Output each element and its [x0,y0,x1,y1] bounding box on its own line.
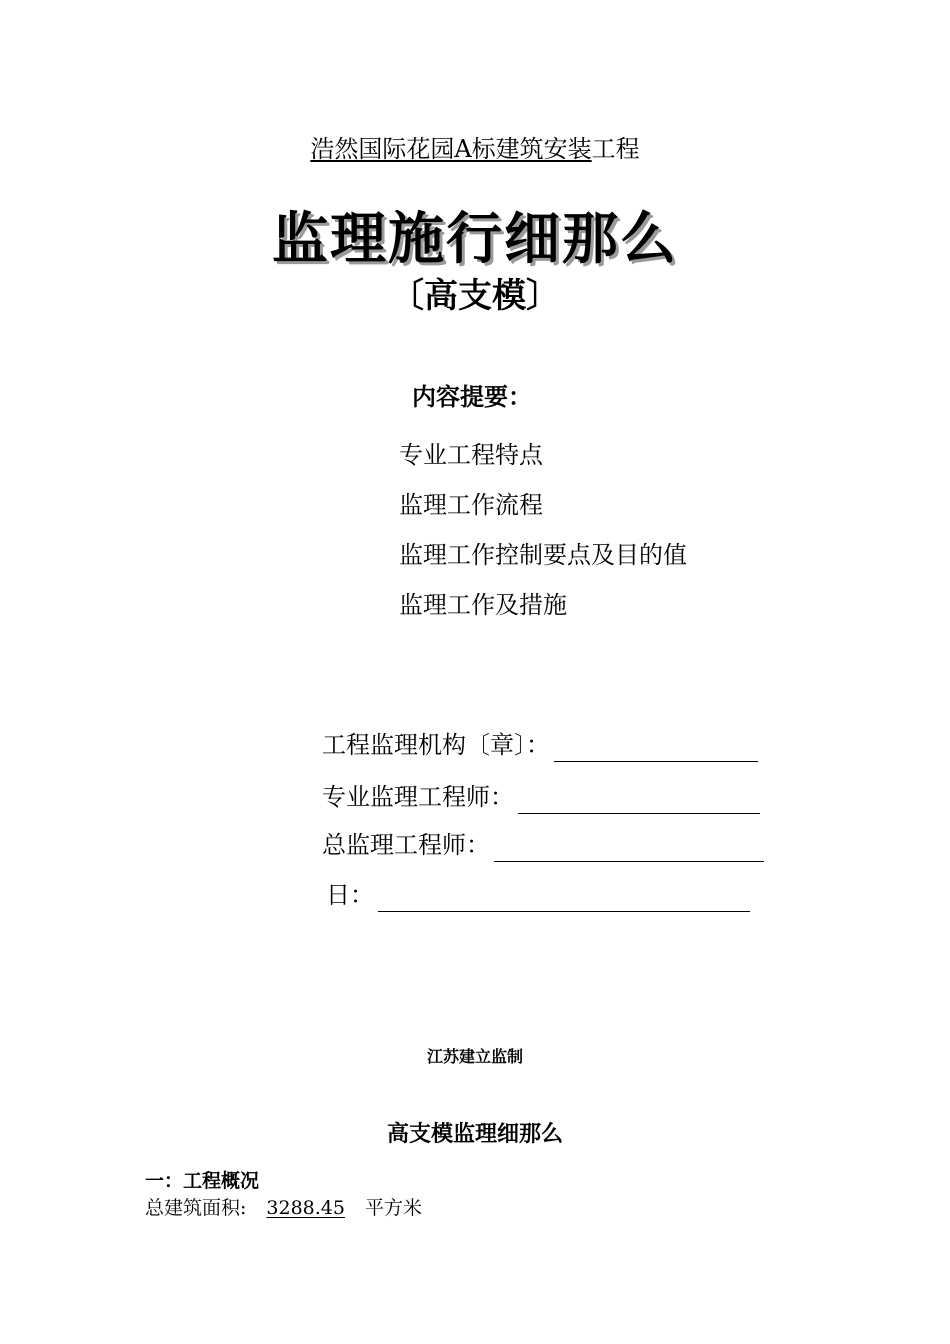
specialist-engineer-label: 专业监理工程师： [322,783,514,811]
contents-list [399,430,687,630]
floor-area-unit: 平方米 [364,1197,422,1219]
chief-engineer-label: 总监理工程师： [322,831,490,859]
contents-heading: 内容提要： [412,383,532,411]
contents-item: 监理工作控制要点及目的值 [399,541,687,569]
specialist-engineer-blank [518,787,760,814]
document-title: 监理施行细那么 [272,207,678,272]
signature-row-date [326,878,750,912]
contents-item: 监理工作流程 [399,491,543,519]
project-name-suffix: 工程 [591,135,640,163]
signature-row-agency [322,728,758,762]
signature-row-specialist [322,780,760,814]
date-blank [378,885,750,912]
contents-item: 专业工程特点 [399,441,543,469]
floor-area-label: 总建筑面积: [145,1197,247,1219]
signature-row-chief [322,828,764,862]
date-label: 日： [326,881,374,909]
document-subtitle: 〔高支模〕 [390,276,560,316]
publisher: 江苏建立监制 [426,1047,523,1066]
project-name-underlined: 浩然国际花园A标建筑安装 [310,135,592,163]
floor-area-value: 3288.45 [266,1197,345,1219]
overview-heading: 一：工程概况 [145,1170,260,1192]
agency-seal-blank [554,735,758,762]
agency-seal-label: 工程监理机构〔章〕： [322,731,550,759]
floor-area-row [145,1194,422,1222]
section-title: 高支模监理细那么 [386,1121,563,1147]
project-name [0,134,950,164]
contents-item: 监理工作及措施 [399,591,567,619]
chief-engineer-blank [494,835,764,862]
